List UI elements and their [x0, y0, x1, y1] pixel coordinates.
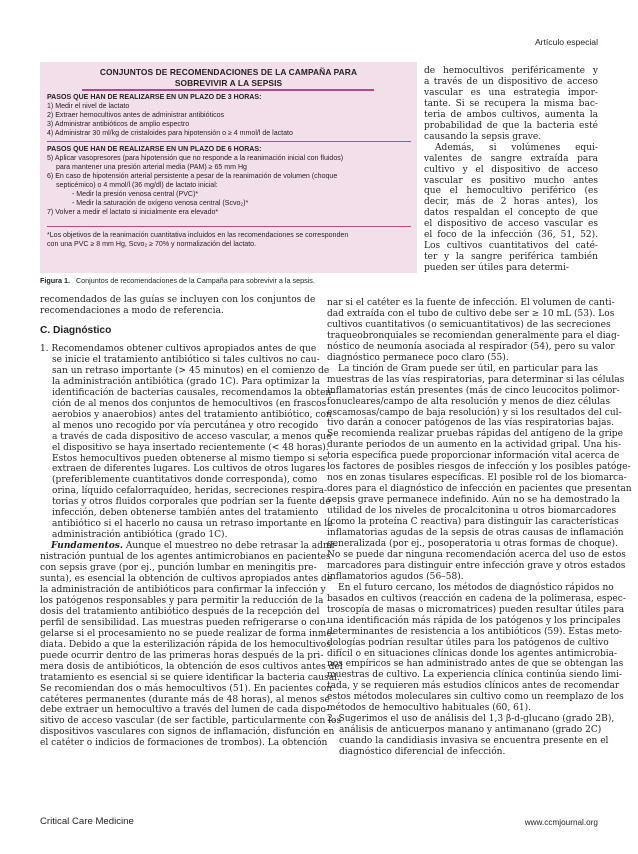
text-line: cultivo y el dispositivo de acceso	[424, 164, 598, 175]
text-line: dad extraída con el tubo de cultivo debe ser ≥ 10 mL (53). Los	[327, 308, 615, 319]
text-line: san un retraso importante (> 45 minutos) en el comienzo de	[52, 365, 330, 376]
text-line: a través de un dispositivo de acceso	[424, 76, 598, 87]
bundle-6h	[47, 145, 411, 217]
text-line: escamosas/campo de baja resolución) y si los resultados del cul-	[327, 407, 622, 418]
text-line: diagnóstico permanece poco claro (55).	[327, 352, 509, 363]
text-line: mera dosis de antibióticos, la obtención de esos cultivos antes del	[40, 661, 343, 672]
text-line: estos métodos moleculares sin cultivo como un reemplazo de los	[327, 692, 624, 703]
text-line: sitivo de acceso vascular (de ser factible, particularmente con los	[40, 716, 342, 727]
text-line: cultivos cuantitativos (o semicuantitativos) de las secreciones	[327, 319, 611, 330]
text-line: decir, más de 2 horas antes), los	[424, 197, 598, 208]
text-line: fonucleares/campo de alta resolución y menos de diez células	[327, 396, 610, 407]
text-line: 1. Recomendamos obtener cultivos apropiados antes de que	[40, 344, 317, 354]
text-line: recomendaciones a modo de referencia.	[40, 305, 224, 316]
bundle-6h-item: - Medir la saturación de oxígeno venosa central (Scvo₂)*	[72, 200, 249, 208]
figure-caption	[40, 276, 315, 285]
text-line: probabilidad de que la bacteria esté	[424, 120, 598, 131]
text-line: toria específica puede proporcionar información vital acerca de	[327, 451, 620, 462]
bundle-separator	[47, 226, 411, 227]
text-line: el dispositivo se haya insertado recientemente (< 48 horas).	[52, 442, 329, 453]
text-line: torias y otros fluidos corporales que podrían ser la fuente de	[52, 497, 331, 508]
running-head: Artículo especial	[534, 37, 598, 47]
text-line: Se recomienda realizar pruebas rápidas del antígeno de la gripe	[327, 429, 623, 440]
text-line: infección, deben obtenerse también antes del tratamiento	[52, 508, 319, 519]
text-line: datos respaldan el concepto de que	[424, 208, 598, 219]
text-line: 2. Sugerimos el uso de análisis del 1,3 β-d-glucano (grado 2B),	[327, 714, 615, 725]
text-line: Estos hemocultivos pueden obtenerse al mismo tiempo si se	[52, 453, 329, 464]
text-line: dosis del tratamiento antibiótico después de la recepción del	[40, 606, 320, 617]
text-line: administración antibiótica (grado 1C).	[52, 530, 228, 541]
footer-journal: Critical Care Medicine	[40, 816, 134, 827]
text-line: catéteres permanentes (durante más de 48 horas), al menos se	[40, 694, 330, 705]
text-line: vascular es positivo mucho antes	[424, 175, 598, 186]
text-line: nos en zonas tisulares específicas. El posible rol de los biomarca-	[327, 473, 627, 484]
text-line: la administración de antibióticos para confirmar la infección y	[40, 584, 326, 595]
text-line: extraen de diferentes lugares. Los cultivos de otros lugares	[52, 464, 326, 475]
bundle-3h-heading: PASOS QUE HAN DE REALIZARSE EN UN PLAZO DE 3 HORAS:	[47, 94, 262, 101]
right-column	[327, 298, 632, 758]
text-line: No se puede dar ninguna recomendación acerca del uso de estos	[327, 549, 626, 560]
text-line: perfil de sensibilidad. Las muestras pueden refrigerarse o con-	[40, 617, 329, 628]
bundle-3h-item: 3) Administrar antibióticos de amplio espectro	[47, 121, 190, 129]
text-line: generalizada (por ej., posoperatoria u otras formas de choque).	[327, 538, 618, 549]
text-line: dispositivos vasculares con signos de inflamación, disfunción en	[40, 727, 335, 738]
text-line: el catéter o indicios de formaciones de trombos). La obtención	[40, 738, 328, 749]
figure-footnote	[47, 231, 411, 249]
text-line: valentes de sangre extraída para	[424, 153, 598, 164]
text-line: con sepsis grave (por ej., punción lumbar en meningitis pre-	[40, 563, 317, 574]
text-line: causando la sepsis grave.	[424, 131, 542, 142]
bundle-6h-item: 7) Volver a medir el lactato si inicialmente era elevado*	[47, 209, 219, 217]
figure-footnote-line: con una PVC ≥ 8 mm Hg, Scvo₂ ≥ 70% y normalización del lactato.	[47, 241, 257, 249]
figure-title-line: CONJUNTOS DE RECOMENDACIONES DE LA CAMPAÑA PARA	[99, 67, 358, 77]
text-line: de hemocultivos periféricamente y	[424, 66, 598, 76]
text-line: tivo darán a conocer patógenos de las vías respiratorias bajas.	[327, 418, 615, 429]
left-column	[40, 344, 343, 749]
text-line: puede ocurrir dentro de las primeras horas después de la pri-	[40, 650, 324, 661]
text-line: los patógenos responsables y para permitir la reducción de la	[40, 595, 324, 606]
bundle-separator	[47, 141, 411, 142]
text-line: nos empíricos se han administrado antes de que se obtengan las	[327, 659, 624, 670]
bundle-6h-item: 5) Aplicar vasopresores (para hipotensión que no responde a la reanimación inicial con fluidos)	[47, 155, 344, 163]
text-line: tada, y se requieren más estudios clínicos antes de recomendar	[327, 681, 620, 692]
text-line: Los cultivos cuantitativos del caté-	[424, 241, 598, 252]
figure-caption-text: Conjuntos de recomendaciones de la Campaña para sobrevivir a la sepsis.	[75, 276, 315, 285]
text-line: identificación de bacterias causales, recomendamos la obten-	[52, 387, 335, 398]
text-line: inflamatorias agudas de la sepsis de otras causas de inflamación	[327, 528, 624, 539]
text-line: recomendados de las guías se incluyen con los conjuntos de	[40, 295, 316, 305]
text-line: basados en cultivos (reacción en cadena de la polimerasa, espec-	[327, 593, 626, 604]
text-line: Fundamentos. Aunque el muestreo no debe retrasar la admi-	[51, 541, 338, 552]
text-line: inflamatorias están presentes (más de cinco leucocitos polimor-	[327, 385, 620, 396]
text-line: los factores de posibles riesgos de infección y los posibles patóge-	[327, 462, 631, 473]
text-line: (preferiblemente cuantitativos donde corresponda), como	[52, 475, 318, 486]
text-line: traqueobronquiales se recomiendan generalmente para el diag-	[327, 330, 620, 341]
text-line: marcadores para distinguir entre infección grave y otros estados	[327, 560, 626, 571]
text-line: una identificación más rápida de los patógenos y los principales	[327, 615, 621, 626]
text-line: se inicie el tratamiento antibiótico si tales cultivos no cau-	[52, 354, 320, 365]
text-line: el foco de la infección (36, 51, 52).	[424, 230, 598, 241]
figure-title-rule	[82, 89, 374, 91]
text-line: sunta), es esencial la obtención de cultivos apropiados antes de	[40, 574, 333, 585]
text-line: que el hemocultivo periférico (es	[424, 186, 598, 197]
text-line: aerobios y anaerobios) antes del tratamiento antibiótico, con	[52, 409, 332, 420]
figure-bundles-box	[40, 62, 417, 273]
text-line: dologías podrían resultar útiles para los patógenos de cultivo	[327, 637, 609, 648]
text-line: troscopía de masas o micromatrices) pueden resultar útiles para	[327, 604, 625, 615]
right-top-column	[424, 66, 598, 274]
text-line: teria de ambos cultivos, aumenta la	[424, 109, 598, 120]
text-line: debe extraer un hemocultivo a través del lumen de cada dispo-	[40, 705, 330, 716]
text-line: utilidad de los niveles de procalcitonina u otros biomarcadores	[327, 506, 617, 517]
bundle-6h-item: 6) En caso de hipotensión arterial persistente a pesar de la reanimación de volumen (choque	[47, 173, 338, 181]
bundle-6h-item: - Medir la presión venosa central (PVC)*	[72, 191, 199, 199]
figure-title	[40, 67, 417, 88]
text-line: determinantes de resistencia a los antibióticos (59). Estas meto-	[327, 626, 623, 637]
text-line: La tinción de Gram puede ser útil, en particular para las	[338, 363, 598, 374]
figure-caption-label: Figura 1.	[40, 276, 70, 285]
text-line: pueden ser útiles para determi-	[424, 263, 569, 274]
figure-title-line: SOBREVIVIR A LA SEPSIS	[174, 77, 283, 88]
left-intro	[40, 295, 316, 317]
text-line: al menos uno recogido por vía percutánea y otro recogido	[52, 420, 319, 431]
text-line: a través de cada dispositivo de acceso vascular, a menos que	[52, 431, 332, 442]
text-line: diata. Debido a que la esterilización rápida de los hemocultivos	[40, 639, 331, 650]
text-line: tratamiento es esencial si se quiere identificar la bacteria causal.	[40, 672, 340, 683]
text-line: diagnóstico diferencial de infección.	[339, 747, 506, 758]
text-line: muestras de cultivo. La experiencia clínica continúa siendo limi-	[327, 670, 623, 681]
text-line: tante. Si se recupera la misma bac-	[424, 98, 598, 109]
bundle-3h-item: 4) Administrar 30 ml/kg de cristaloides para hipotensión o ≥ 4 mmol/l de lactato	[47, 130, 293, 138]
text-line: nóstico de neumonía asociada al respirador (54), pero su valor	[327, 341, 615, 352]
text-line: cuando la candidiasis invasiva se encuentra presente en el	[339, 736, 609, 747]
bundle-6h-heading: PASOS QUE HAN DE REALIZARSE EN UN PLAZO DE 6 HORAS:	[47, 146, 262, 153]
bundle-3h-item: 2) Extraer hemocultivos antes de administrar antibióticos	[47, 112, 225, 120]
figure-footnote-line: *Los objetivos de la reanimación cuantitativa incluidos en las recomendaciones se corresponden	[47, 232, 349, 239]
text-line: la administración antibiótica (grado 1C). Para optimizar la	[52, 376, 321, 387]
text-line: sepsis grave permanece indefinido. Aún no se ha demostrado la	[327, 495, 620, 506]
text-line: dores para el diagnóstico de infección en pacientes que presentan	[327, 484, 632, 495]
text-line: análisis de anticuerpos manano y antimanano (grado 2C)	[339, 725, 602, 736]
bundle-3h-item: 1) Medir el nivel de lactato	[47, 103, 130, 111]
text-line: gelarse si el procesamiento no se puede realizar de forma inme-	[40, 628, 335, 639]
text-line: En el futuro cercano, los métodos de diagnóstico rápidos no	[338, 582, 614, 593]
text-line: ción de al menos dos conjuntos de hemocultivos (en frascos	[52, 398, 327, 409]
text-line: orina, líquido cefalorraquídeo, heridas, secreciones respira-	[52, 486, 328, 497]
text-line: métodos de hemocultivo habituales (60, 61).	[327, 703, 531, 714]
text-line: durante periodos de un aumento en la actividad gripal. Una his-	[327, 440, 622, 451]
text-line: ter y la sangre periférica también	[424, 252, 598, 263]
text-line: vascular es una estrategia impor-	[424, 87, 598, 98]
text-line: difícil o en situaciones clínicas donde los agentes antimicrobia-	[327, 648, 618, 659]
bundle-3h	[47, 93, 411, 138]
section-heading: C. Diagnóstico	[40, 325, 112, 336]
text-line: nar si el catéter es la fuente de infección. El volumen de canti-	[327, 298, 615, 308]
footer-url: www.ccmjournal.org	[524, 818, 598, 827]
bundle-6h-item: septicémico) o 4 mmol/l (36 mg/dl) de lactato inicial:	[56, 182, 218, 190]
bundle-6h-item: para mantener una presión arterial media (PAM) ≥ 65 mm Hg	[56, 164, 247, 172]
text-line: nistración puntual de los agentes antimicrobianos en pacientes	[40, 552, 331, 563]
text-line: (como la proteína C reactiva) para distinguir las características	[327, 517, 619, 528]
text-line: Además, si volúmenes equi-	[435, 142, 598, 153]
text-line: inflamatorios agudos (56–58).	[327, 571, 464, 582]
text-line: antibiótico si el hacerlo no causa un retraso importante en la	[52, 519, 333, 530]
text-line: el dispositivo de acceso vascular es	[424, 219, 598, 230]
text-line: muestras de las vías respiratorias, para determinar si las células	[327, 374, 625, 385]
text-line: Se recomiendan dos o más hemocultivos (51). En pacientes con	[40, 683, 333, 694]
